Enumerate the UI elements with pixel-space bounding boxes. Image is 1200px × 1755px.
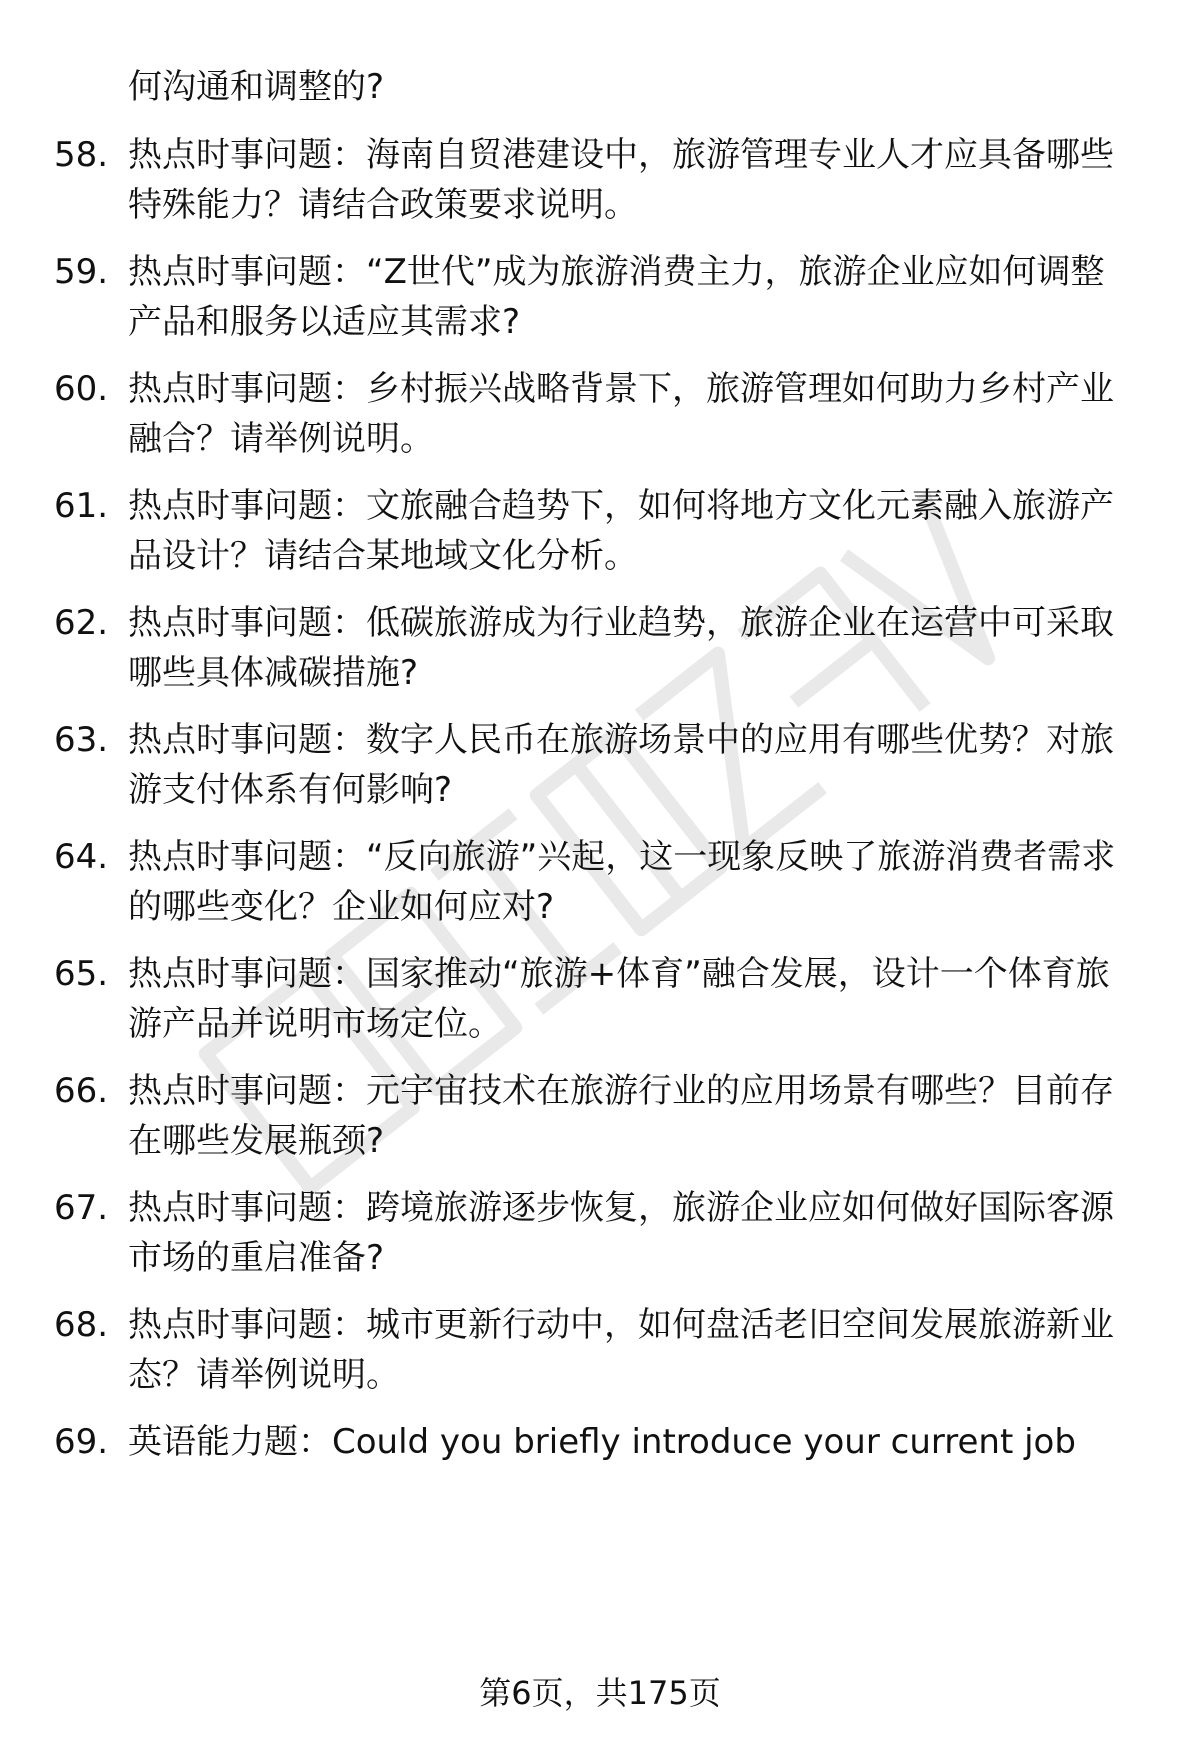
question-text: 热点时事问题：“Z世代”成为旅游消费主力，旅游企业应如何调整产品和服务以适应其需求? xyxy=(128,252,1105,342)
question-text: 热点时事问题：“反向旅游”兴起，这一现象反映了旅游消费者需求的哪些变化？企业如何应对? xyxy=(128,837,1116,927)
question-text: 热点时事问题：跨境旅游逐步恢复，旅游企业应如何做好国际客源市场的重启准备? xyxy=(128,1188,1114,1278)
question-number: 59. xyxy=(54,252,109,292)
question-number: 62. xyxy=(54,603,109,643)
question-number: 65. xyxy=(54,954,109,994)
question-text: 热点时事问题：低碳旅游成为行业趋势，旅游企业在运营中可采取哪些具体减碳措施? xyxy=(128,603,1114,693)
question-number: 64. xyxy=(54,837,109,877)
question-text: 热点时事问题：元宇宙技术在旅游行业的应用场景有哪些？目前存在哪些发展瓶颈? xyxy=(128,1071,1114,1161)
question-number: 58. xyxy=(54,135,109,175)
question-number: 67. xyxy=(54,1188,109,1228)
question-text: 热点时事问题：文旅融合趋势下，如何将地方文化元素融入旅游产品设计？请结合某地域文化分析。 xyxy=(128,486,1114,576)
question-number: 68. xyxy=(54,1305,109,1345)
question-number: 60. xyxy=(54,369,109,409)
question-text: 热点时事问题：乡村振兴战略背景下，旅游管理如何助力乡村产业融合？请举例说明。 xyxy=(128,369,1114,459)
page-footer: 第6页，共175页 xyxy=(479,1674,721,1712)
question-text: 热点时事问题：海南自贸港建设中，旅游管理专业人才应具备哪些特殊能力？请结合政策要求说明。 xyxy=(128,135,1114,225)
question-text: 热点时事问题：城市更新行动中，如何盘活老旧空间发展旅游新业态？请举例说明。 xyxy=(128,1305,1114,1395)
question-number: 66. xyxy=(54,1071,109,1111)
question-number: 69. xyxy=(54,1422,109,1462)
continued-question-text: 何沟通和调整的? xyxy=(128,67,385,107)
question-text: 热点时事问题：数字人民币在旅游场景中的应用有哪些优势？对旅游支付体系有何影响? xyxy=(128,720,1114,810)
question-text: 英语能力题：Could you briefly introduce your current job xyxy=(128,1422,1076,1462)
question-number: 63. xyxy=(54,720,109,760)
question-text: 热点时事问题：国家推动“旅游+体育”融合发展，设计一个体育旅游产品并说明市场定位。 xyxy=(128,954,1110,1044)
question-number: 61. xyxy=(54,486,109,526)
